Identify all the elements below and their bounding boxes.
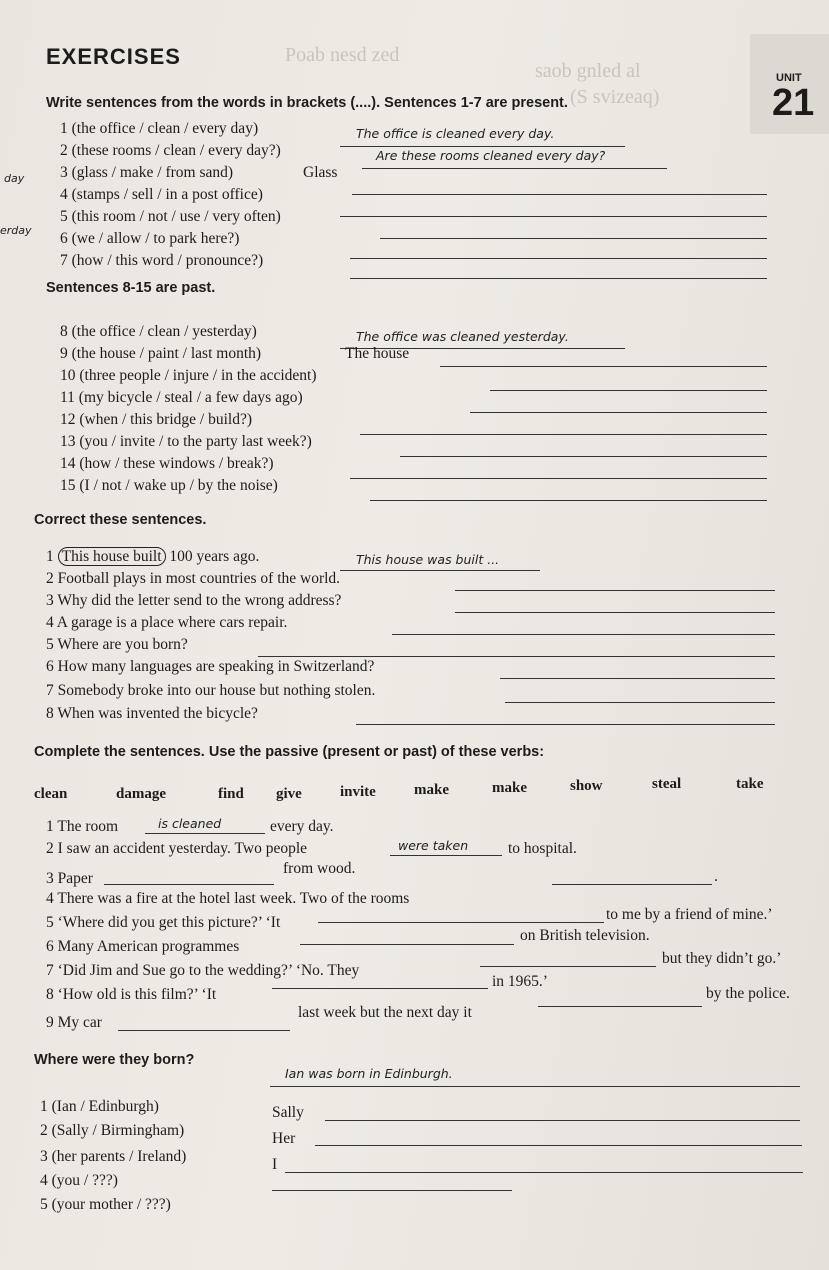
ex2-item-2: 2 Football plays in most countries of the world. [46, 570, 341, 587]
ex2-item-1-rest: 100 years ago. [169, 548, 260, 565]
unit-label: UNIT [776, 72, 802, 84]
answer-line [392, 634, 775, 635]
ex3-item-8-start: 8 ‘How old is this film?’ ‘It [46, 986, 217, 1003]
ex1-answer-8: The office was cleaned yesterday. [356, 329, 569, 344]
ex1-past-label: Sentences 8-15 are past. [46, 280, 216, 296]
answer-line [350, 278, 767, 279]
ex3-item-9-end: by the police. [706, 985, 790, 1002]
ex4-item-5: 5 (your mother / ???) [40, 1196, 171, 1213]
ex4-item-1: 1 (Ian / Edinburgh) [40, 1098, 159, 1115]
exercise-1-instruction: Write sentences from the words in brackets (....). Sentences 1-7 are present. [46, 95, 568, 111]
answer-line [455, 612, 775, 613]
margin-note: erday [0, 224, 32, 237]
exercise-4-instruction: Where were they born? [34, 1052, 195, 1068]
verb-show: show [570, 778, 603, 794]
ex3-item-2-end: to hospital. [508, 840, 577, 857]
answer-line [325, 1120, 800, 1121]
ex3-item-3-start: 3 Paper [46, 870, 93, 887]
verb-damage: damage [116, 786, 166, 802]
ex3-item-9-mid: last week but the next day it [298, 1004, 472, 1021]
bleed-through-text: (S svizeaq) [570, 86, 660, 108]
ex4-answer-4: I [272, 1156, 278, 1173]
ex4-item-3: 3 (her parents / Ireland) [40, 1148, 187, 1165]
answer-line [380, 238, 767, 239]
ex3-item-3-end: from wood. [283, 860, 356, 877]
answer-line [315, 1145, 802, 1146]
unit-number: 21 [772, 82, 815, 124]
ex3-item-2-start: 2 I saw an accident yesterday. Two people [46, 840, 308, 857]
answer-line [340, 146, 625, 147]
ex1-item-10: 10 (three people / injure / in the accident) [60, 367, 317, 384]
answer-line [370, 500, 767, 501]
answer-line [272, 988, 488, 989]
ex1-item-12: 12 (when / this bridge / build?) [60, 411, 252, 428]
margin-note: day [4, 172, 25, 185]
answer-line [480, 966, 656, 967]
answer-line [104, 884, 274, 885]
ex2-item-1-number: 1 [46, 548, 54, 565]
ex1-item-7: 7 (how / this word / pronounce?) [60, 252, 264, 269]
ex4-answer-1: Ian was born in Edinburgh. [285, 1066, 453, 1081]
ex3-item-6-end: on British television. [520, 927, 650, 944]
answer-line [505, 702, 775, 703]
exercise-3-instruction: Complete the sentences. Use the passive (present or past) of these verbs: [34, 744, 545, 760]
answer-line [552, 884, 712, 885]
ex3-item-6-start: 6 Many American programmes [46, 938, 240, 955]
ex1-item-2: 2 (these rooms / clean / every day?) [60, 142, 281, 159]
answer-line [350, 478, 767, 479]
ex1-item-13: 13 (you / invite / to the party last week?) [60, 433, 312, 450]
answer-line [490, 390, 767, 391]
verb-find: find [218, 786, 244, 802]
verb-give: give [276, 786, 302, 802]
answer-line [118, 1030, 290, 1031]
answer-line [272, 1190, 512, 1191]
verb-take: take [736, 776, 764, 792]
ex3-answer-1: is cleaned [158, 816, 222, 831]
answer-line [340, 570, 540, 571]
ex3-item-7-start: 7 ‘Did Jim and Sue go to the wedding?’ ‘No. They [46, 962, 360, 979]
ex1-item-9: 9 (the house / paint / last month) [60, 345, 262, 362]
answer-line [145, 833, 265, 834]
ex2-item-3: 3 Why did the letter send to the wrong address? [46, 592, 342, 609]
ex4-item-2: 2 (Sally / Birmingham) [40, 1122, 185, 1139]
ex1-item-14: 14 (how / these windows / break?) [60, 455, 274, 472]
verb-invite: invite [340, 784, 376, 800]
answer-line [400, 456, 767, 457]
ex1-answer-3: Glass [303, 164, 338, 181]
answer-line [470, 412, 767, 413]
ex1-answer-9: The house [345, 345, 410, 362]
answer-line [352, 194, 767, 195]
answer-line [390, 855, 502, 856]
answer-line [258, 656, 775, 657]
answer-line [270, 1086, 800, 1087]
page-title: EXERCISES [46, 44, 181, 69]
ex1-item-5: 5 (this room / not / use / very often) [60, 208, 281, 225]
ex3-item-4-start: 4 There was a fire at the hotel last week. Two of the rooms [46, 890, 410, 907]
answer-line [300, 944, 514, 945]
answer-line [356, 724, 775, 725]
ex3-item-4-end: . [714, 868, 718, 885]
ex3-item-1-end: every day. [270, 818, 334, 835]
ex4-answer-2: Sally [272, 1104, 304, 1121]
bleed-through-text: saob gnled al [535, 60, 641, 82]
answer-line [318, 922, 604, 923]
verb-clean: clean [34, 786, 68, 802]
answer-line [440, 366, 767, 367]
answer-line [285, 1172, 803, 1173]
answer-line [538, 1006, 702, 1007]
ex1-item-6: 6 (we / allow / to park here?) [60, 230, 240, 247]
ex2-item-1 [46, 548, 259, 566]
exercise-2-instruction: Correct these sentences. [34, 512, 207, 528]
ex3-item-7-end: but they didn’t go.’ [662, 950, 782, 967]
ex3-item-5-start: 5 ‘Where did you get this picture?’ ‘It [46, 914, 281, 931]
verb-make-2: make [492, 780, 527, 796]
ex2-item-4: 4 A garage is a place where cars repair. [46, 614, 288, 631]
verb-make-1: make [414, 782, 449, 798]
verb-steal: steal [652, 776, 682, 792]
ex3-item-8-end: in 1965.’ [492, 973, 548, 990]
answer-line [340, 216, 767, 217]
answer-line [455, 590, 775, 591]
ex3-answer-2: were taken [398, 838, 469, 853]
ex2-answer-1: This house was built ... [356, 552, 500, 567]
ex2-item-7: 7 Somebody broke into our house but nothing stolen. [46, 682, 376, 699]
ex1-item-8: 8 (the office / clean / yesterday) [60, 323, 257, 340]
ex2-item-6: 6 How many languages are speaking in Switzerland? [46, 658, 375, 675]
ex3-item-1-start: 1 The room [46, 818, 119, 835]
answer-line [360, 434, 767, 435]
ex1-item-1: 1 (the office / clean / every day) [60, 120, 259, 137]
ex1-item-3: 3 (glass / make / from sand) [60, 164, 234, 181]
ex1-item-11: 11 (my bicycle / steal / a few days ago) [60, 389, 303, 406]
answer-line [350, 258, 767, 259]
ex2-item-1-circled: This house built [58, 547, 166, 566]
answer-line [500, 678, 775, 679]
ex2-item-8: 8 When was invented the bicycle? [46, 705, 258, 722]
ex1-answer-1: The office is cleaned every day. [356, 126, 555, 141]
ex3-item-5-end: to me by a friend of mine.’ [606, 906, 773, 923]
ex1-item-15: 15 (I / not / wake up / by the noise) [60, 477, 278, 494]
ex1-item-4: 4 (stamps / sell / in a post office) [60, 186, 263, 203]
ex2-item-5: 5 Where are you born? [46, 636, 188, 653]
answer-line [362, 168, 667, 169]
ex3-item-9-start: 9 My car [46, 1014, 102, 1031]
ex1-answer-2: Are these rooms cleaned every day? [376, 148, 606, 163]
bleed-through-text: Poab nesd zed [285, 44, 400, 66]
ex4-answer-3: Her [272, 1130, 296, 1147]
ex4-item-4: 4 (you / ???) [40, 1172, 118, 1189]
